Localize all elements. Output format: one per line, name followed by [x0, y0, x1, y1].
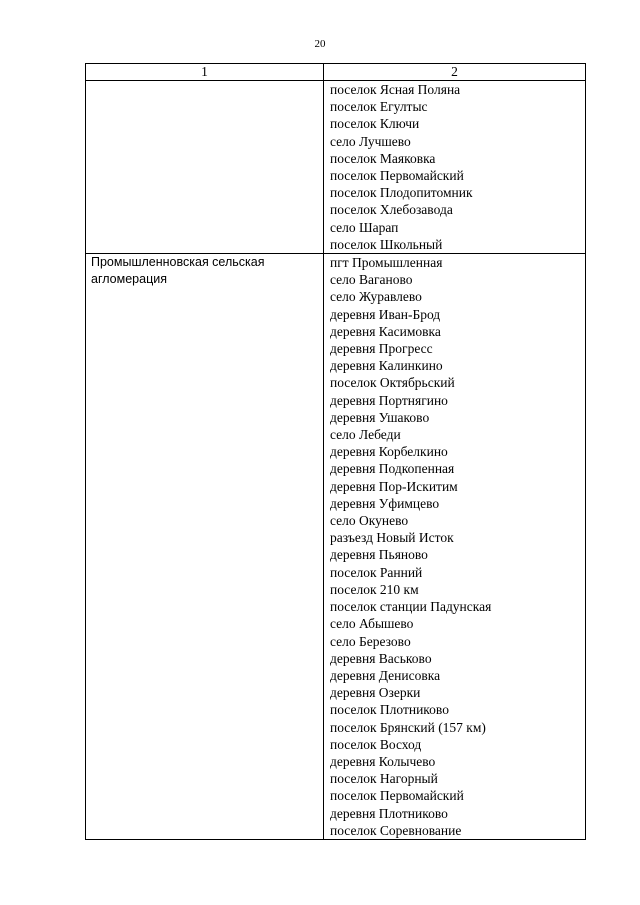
settlement-item: деревня Касимовка [330, 323, 441, 339]
settlement-item: поселок Брянский (157 км) [330, 719, 486, 735]
table-header-row [86, 64, 586, 81]
agglomeration-name-line: Промышленновская сельская [91, 255, 265, 270]
settlement-item: село Лебеди [330, 427, 401, 443]
agglomeration-name-line: агломерация [91, 272, 167, 287]
settlement-item: поселок Ясная Поляна [330, 82, 461, 97]
settlement-item: поселок Хлебозавода [330, 202, 453, 218]
agglomeration-cell [86, 254, 324, 840]
page-number: 20 [314, 38, 326, 50]
settlement-item: деревня Плотниково [330, 805, 448, 821]
settlements-cell [324, 254, 586, 840]
settlement-item: поселок Соревнование [330, 822, 462, 838]
settlement-item: поселок Первомайский [330, 788, 464, 804]
settlement-item: село Лучшево [330, 133, 411, 149]
settlement-item: деревня Иван-Брод [330, 306, 441, 322]
settlement-item: разъезд Новый Исток [330, 530, 454, 546]
settlement-item: деревня Васьково [330, 650, 432, 666]
settlement-item: деревня Ушаково [330, 409, 430, 425]
settlement-item: поселок Школьный [330, 236, 443, 252]
settlement-item: поселок Октябрьский [330, 375, 455, 391]
settlement-item: поселок Восход [330, 736, 422, 752]
settlement-item: деревня Пор-Искитим [330, 478, 458, 494]
settlement-item: деревня Денисовка [330, 667, 441, 683]
settlement-item: пгт Промышленная [330, 255, 443, 271]
settlement-item: поселок Первомайский [330, 168, 464, 184]
agglomeration-cell [86, 81, 324, 254]
settlement-item: поселок Плотниково [330, 702, 449, 718]
table-row [86, 81, 586, 254]
settlements-table [85, 63, 586, 840]
settlement-item: село Журавлево [330, 289, 422, 305]
settlement-item: село Шарап [330, 219, 399, 235]
settlement-item: поселок 210 км [330, 581, 419, 597]
settlement-item: поселок станции Падунская [330, 599, 492, 615]
settlement-item: деревня Пьяново [330, 547, 428, 563]
settlement-item: село Березово [330, 633, 411, 649]
column-header-2: 2 [324, 64, 586, 81]
settlement-item: поселок Нагорный [330, 771, 438, 787]
settlement-item: деревня Озерки [330, 685, 421, 701]
settlement-item: деревня Подкопенная [330, 461, 455, 477]
column-header-1: 1 [86, 64, 324, 81]
settlement-item: поселок Егултыс [330, 99, 428, 115]
settlement-item: поселок Ранний [330, 564, 423, 580]
settlement-item: деревня Колычево [330, 753, 436, 769]
settlement-item: поселок Маяковка [330, 150, 436, 166]
settlement-item: деревня Калинкино [330, 358, 443, 374]
settlement-item: деревня Уфимцево [330, 495, 440, 511]
settlement-item: село Абышево [330, 616, 414, 632]
settlement-item: село Ваганово [330, 272, 413, 288]
table-row [86, 254, 586, 840]
settlement-item: поселок Плодопитомник [330, 185, 473, 201]
settlement-item: деревня Прогресс [330, 341, 433, 357]
settlements-cell [324, 81, 586, 254]
settlement-item: деревня Корбелкино [330, 444, 448, 460]
settlement-item: деревня Портнягино [330, 392, 448, 408]
settlement-item: село Окунево [330, 513, 409, 529]
settlement-item: поселок Ключи [330, 116, 420, 132]
